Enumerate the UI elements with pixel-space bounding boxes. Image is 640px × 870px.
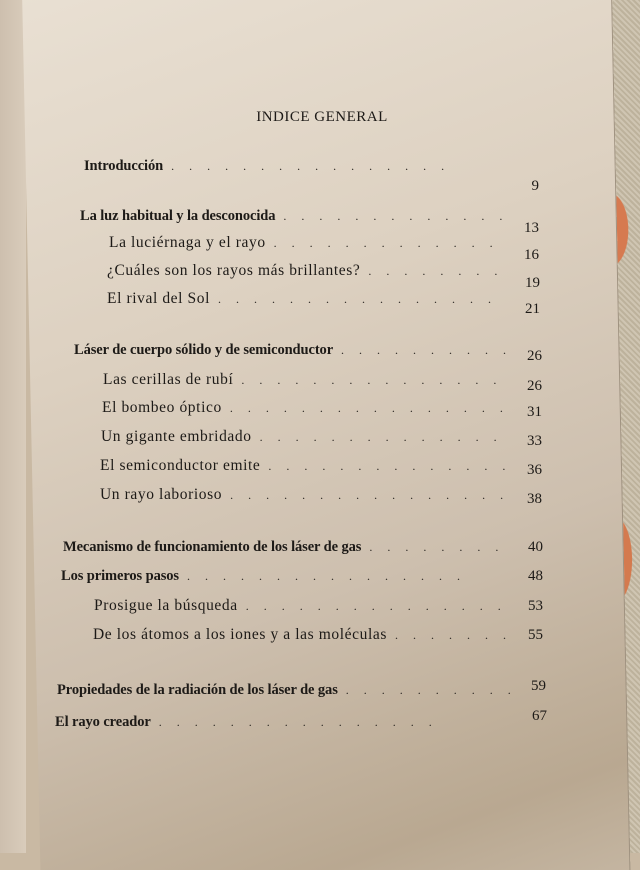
entry-label: Propiedades de la radiación de los láser de gas <box>57 682 338 698</box>
dot-leader <box>283 209 507 224</box>
entry-page: 31 <box>527 404 542 420</box>
dot-leader <box>260 430 510 445</box>
entry-page: 40 <box>528 539 543 555</box>
toc-entry-chapter <box>57 678 546 699</box>
toc-entry-section <box>101 428 542 449</box>
dot-leader <box>187 569 511 584</box>
dot-leader <box>341 343 510 358</box>
entry-page: 33 <box>527 433 542 449</box>
entry-label: El semiconductor emite <box>100 457 261 474</box>
toc-entry-chapter <box>55 708 547 731</box>
toc-entry-section <box>107 290 540 317</box>
dot-leader <box>159 715 515 730</box>
entry-label: El rayo creador <box>55 714 151 730</box>
dot-leader <box>230 401 510 416</box>
entry-page: 59 <box>531 678 546 694</box>
entry-page: 36 <box>527 462 542 478</box>
entry-page: 67 <box>532 708 547 724</box>
dot-leader <box>218 292 508 307</box>
entry-label: Un gigante embridado <box>101 428 252 445</box>
entry-label: Un rayo laborioso <box>100 486 223 503</box>
toc-entry-chapter <box>63 539 543 556</box>
entry-page: 19 <box>525 275 540 291</box>
dot-leader <box>346 683 514 698</box>
entry-page: 26 <box>527 378 542 394</box>
entry-label: Prosigue la búsqueda <box>94 597 238 614</box>
entry-label: El rival del Sol <box>107 290 211 307</box>
entry-label: De los átomos a los iones y a las moléculas <box>93 626 387 643</box>
entry-page: 55 <box>528 627 543 643</box>
dot-leader <box>395 628 511 643</box>
toc-entry-section <box>107 262 540 291</box>
dot-leader <box>274 236 507 251</box>
entry-label: El bombeo óptico <box>102 399 222 416</box>
dot-leader <box>241 373 510 388</box>
entry-label: Introducción <box>84 158 164 174</box>
dot-leader <box>171 159 507 174</box>
toc-entry-introduccion <box>84 158 539 194</box>
entry-page: 38 <box>527 491 542 507</box>
dot-leader <box>246 599 511 614</box>
dot-leader <box>268 459 510 474</box>
dot-leader <box>368 264 508 279</box>
entry-label: Las cerillas de rubí <box>103 371 234 388</box>
entry-page: 48 <box>528 568 543 584</box>
entry-page: 9 <box>531 178 539 194</box>
entry-page: 26 <box>527 348 542 364</box>
toc-title: INDICE GENERAL <box>256 109 388 125</box>
entry-page: 53 <box>528 598 543 614</box>
toc-entry-section <box>100 486 542 507</box>
dot-leader <box>369 540 511 555</box>
entry-label: Mecanismo de funcionamiento de los láser de gas <box>63 539 362 555</box>
toc-entry-section <box>100 457 542 478</box>
toc-entry-chapter <box>74 342 542 364</box>
toc-entry-chapter <box>61 568 543 585</box>
entry-label: La luciérnaga y el rayo <box>109 234 266 251</box>
entry-label: Láser de cuerpo sólido y de semiconductor <box>74 342 334 358</box>
dot-leader <box>230 488 510 503</box>
toc-entry-section <box>94 597 543 615</box>
toc-entry-section <box>93 626 543 644</box>
toc-entry-section <box>102 399 542 420</box>
entry-page: 13 <box>524 220 539 236</box>
entry-page: 16 <box>524 247 539 263</box>
toc-entry-section <box>103 371 542 394</box>
toc-entry-chapter <box>80 208 539 236</box>
entry-label: La luz habitual y la desconocida <box>80 208 276 224</box>
entry-label: Los primeros pasos <box>61 568 179 584</box>
entry-label: ¿Cuáles son los rayos más brillantes? <box>107 262 361 279</box>
toc-entry-section <box>109 234 539 263</box>
entry-page: 21 <box>525 301 540 317</box>
